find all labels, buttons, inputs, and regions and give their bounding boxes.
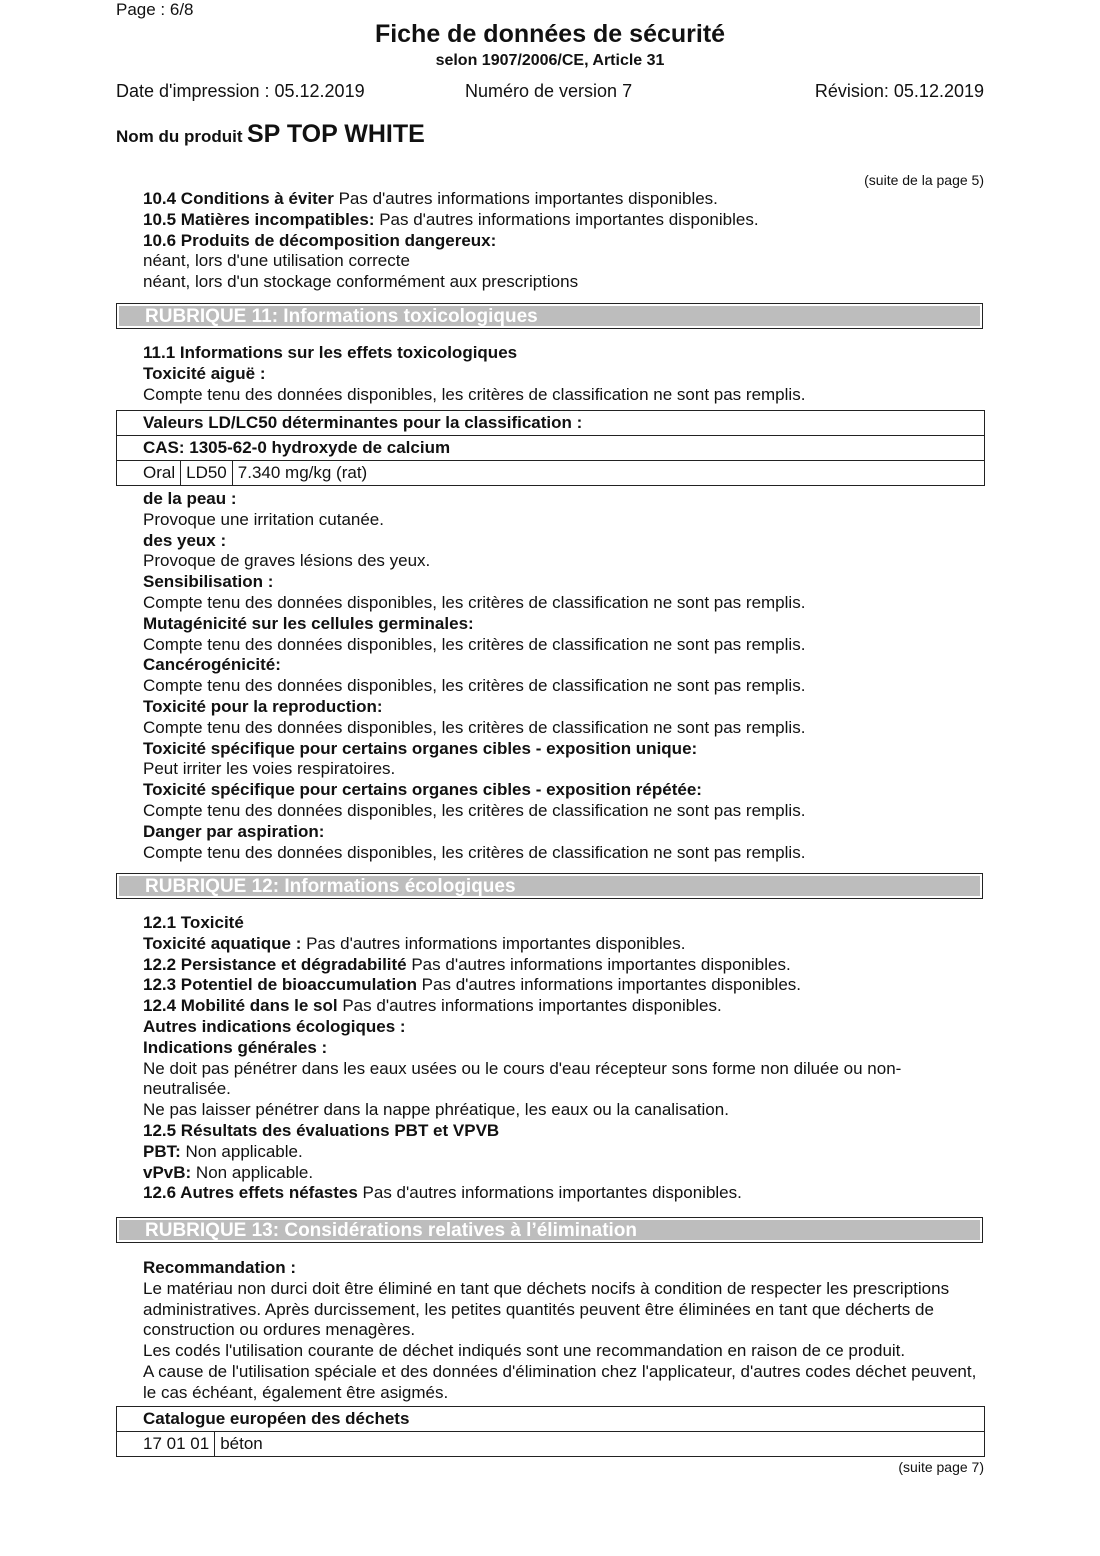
- text-line: 12.5 Résultats des évaluations PBT et VPVB: [143, 1120, 500, 1140]
- type-cell: LD50: [181, 461, 233, 485]
- section-12-header: [116, 873, 983, 899]
- item-heading: Mutagénicité sur les cellules germinales:: [143, 613, 474, 633]
- text-line: 12.1 Toxicité: [143, 913, 244, 932]
- section-11-header: [116, 303, 983, 329]
- text-line: Toxicité aquatique : Pas d'autres informations importantes disponibles.: [143, 933, 686, 953]
- revision-date: Révision: 05.12.2019: [814, 81, 984, 101]
- section-12-title: RUBRIQUE 12: Informations écologiques: [119, 876, 980, 896]
- item-text: Compte tenu des données disponibles, les critères de classification ne sont pas remplis.: [143, 676, 806, 696]
- print-date: Date d'impression : 05.12.2019: [116, 81, 365, 101]
- section-13-block: [143, 1258, 978, 1404]
- text-line: Autres indications écologiques :: [143, 1016, 406, 1036]
- table-header: Valeurs LD/LC50 déterminantes pour la classification :: [117, 411, 985, 436]
- item-heading: Toxicité spécifique pour certains organes cibles - exposition unique:: [143, 738, 698, 758]
- text-line: 12.6 Autres effets néfastes Pas d'autres informations importantes disponibles.: [143, 1183, 742, 1203]
- text-line: Recommandation :: [143, 1258, 297, 1277]
- document-subtitle: selon 1907/2006/CE, Article 31: [435, 52, 665, 69]
- table-subheader: CAS: 1305-62-0 hydroxyde de calcium: [117, 436, 985, 461]
- item-text: Compte tenu des données disponibles, les critères de classification ne sont pas remplis.: [143, 634, 806, 654]
- document-title: Fiche de données de sécurité: [374, 20, 726, 48]
- text-line: vPvB: Non applicable.: [143, 1162, 314, 1182]
- section-11-intro: [143, 343, 985, 405]
- product-label: Nom du produit: [116, 127, 243, 146]
- product-line: [116, 120, 425, 149]
- text-line: 12.2 Persistance et dégradabilité Pas d'autres informations importantes disponibles.: [143, 954, 791, 974]
- text-line: 12.3 Potentiel de bioaccumulation Pas d'autres informations importantes disponibles.: [143, 975, 802, 995]
- table-header: Catalogue européen des déchets: [117, 1407, 985, 1432]
- page-number: Page : 6/8: [116, 0, 194, 19]
- text-line: Indications générales :: [143, 1037, 328, 1057]
- item-text: Provoque de graves lésions des yeux.: [143, 551, 431, 571]
- text-line: Toxicité aiguë :: [143, 363, 266, 383]
- paragraph: A cause de l'utilisation spéciale et des données d'élimination chez l'applicateur, d'autres codes déchet peuvent, le cas échéant, également être asigmés.: [143, 1361, 977, 1402]
- continued-to-note: (suite page 7): [898, 1459, 984, 1475]
- text-line: 12.4 Mobilité dans le sol Pas d'autres informations importantes disponibles.: [143, 996, 722, 1016]
- item-heading: Toxicité spécifique pour certains organes cibles - exposition répétée:: [143, 780, 702, 800]
- section-11-title: RUBRIQUE 11: Informations toxicologiques: [119, 306, 980, 326]
- text-line: néant, lors d'une utilisation correcte: [143, 251, 410, 271]
- waste-catalogue-table: [116, 1406, 985, 1457]
- waste-label-cell: béton: [220, 1434, 263, 1453]
- text-line: Ne pas laisser pénétrer dans la nappe phréatique, les eaux ou la canalisation.: [143, 1100, 729, 1120]
- item-text: Compte tenu des données disponibles, les critères de classification ne sont pas remplis.: [143, 842, 806, 862]
- text-line: 10.6 Produits de décomposition dangereux:: [143, 230, 497, 250]
- text-line: PBT: Non applicable.: [143, 1141, 303, 1161]
- table-row: [117, 461, 985, 486]
- text-line: Ne doit pas pénétrer dans les eaux usées ou le cours d'eau récepteur sons forme non diluée ou non-neutralisée.: [143, 1058, 902, 1099]
- ld50-table: [116, 410, 985, 486]
- item-text: Compte tenu des données disponibles, les critères de classification ne sont pas remplis.: [143, 592, 806, 612]
- section-11-details: [143, 489, 985, 863]
- section-13-title: RUBRIQUE 13: Considérations relatives à l’élimination: [119, 1220, 980, 1240]
- text-line: 10.5 Matières incompatibles: Pas d'autres informations importantes disponibles.: [143, 209, 759, 229]
- item-heading: Danger par aspiration:: [143, 821, 325, 841]
- paragraph: Le matériau non durci doit être éliminé en tant que déchets nocifs à condition de respecter les prescriptions administratives. Après durcissement, les petites quantités peuvent être éliminées en tant que décherts de construction ou ordures menagères.: [143, 1278, 950, 1340]
- continued-from-note: (suite de la page 5): [864, 172, 984, 188]
- text-line: 10.4 Conditions à éviter Pas d'autres informations importantes disponibles.: [143, 189, 718, 208]
- text-line: 11.1 Informations sur les effets toxicologiques: [143, 343, 518, 362]
- value-cell: 7.340 mg/kg (rat): [237, 463, 368, 482]
- route-cell: Oral: [143, 461, 181, 485]
- item-heading: Sensibilisation :: [143, 572, 274, 592]
- version-number: Numéro de version 7: [465, 81, 633, 101]
- section-13-header: [116, 1217, 983, 1243]
- table-row: [117, 1432, 985, 1457]
- product-name: SP TOP WHITE: [246, 120, 425, 148]
- section-12-block: [143, 913, 985, 1204]
- item-heading: Cancérogénicité:: [143, 655, 281, 675]
- item-text: Compte tenu des données disponibles, les critères de classification ne sont pas remplis.: [143, 800, 806, 820]
- waste-code-cell: 17 01 01: [143, 1432, 215, 1456]
- item-heading: de la peau :: [143, 489, 237, 508]
- text-line: néant, lors d'un stockage conformément aux prescriptions: [143, 272, 579, 292]
- item-heading: Toxicité pour la reproduction:: [143, 696, 383, 716]
- item-text: Compte tenu des données disponibles, les critères de classification ne sont pas remplis.: [143, 717, 806, 737]
- item-text: Peut irriter les voies respiratoires.: [143, 759, 396, 779]
- item-heading: des yeux :: [143, 530, 227, 550]
- paragraph: Les codés l'utilisation courante de déchet indiqués sont une recommandation en raison de ce produit.: [143, 1341, 906, 1361]
- section-10-block: [143, 189, 985, 293]
- item-text: Provoque une irritation cutanée.: [143, 509, 384, 529]
- text-line: Compte tenu des données disponibles, les critères de classification ne sont pas remplis.: [143, 384, 806, 404]
